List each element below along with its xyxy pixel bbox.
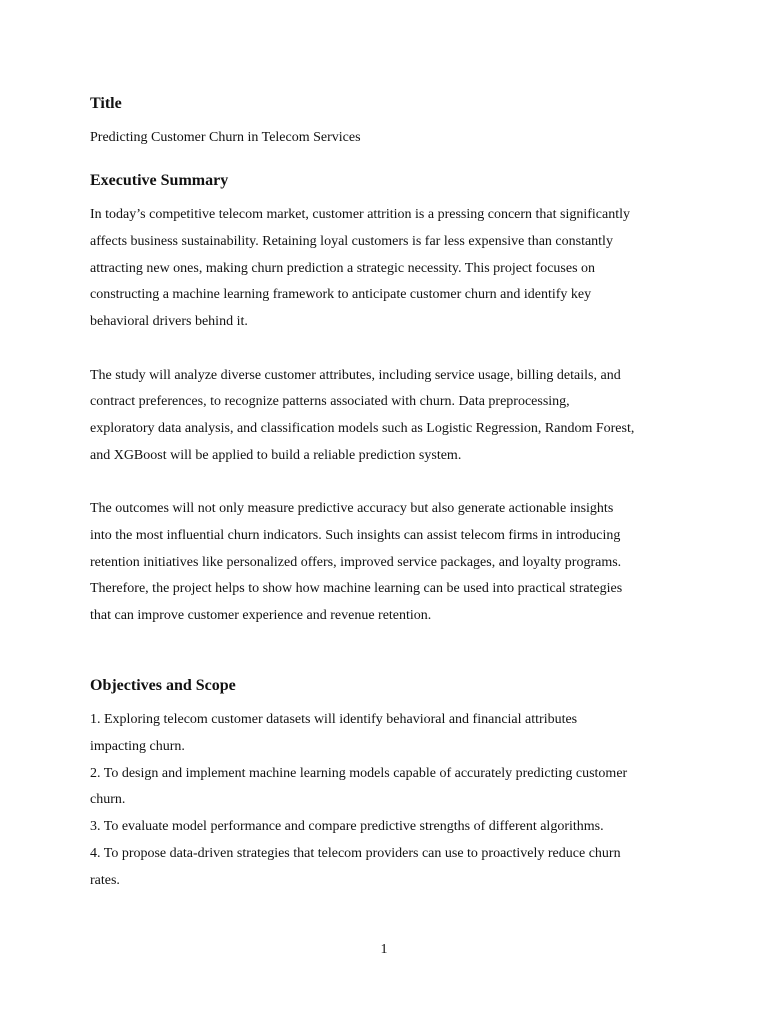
- objectives-heading: Objectives and Scope: [90, 677, 236, 694]
- text-line: In today’s competitive telecom market, customer attrition is a pressing concern that significantly: [90, 207, 631, 222]
- list-item-continuation: churn.: [90, 792, 126, 807]
- text-line: affects business sustainability. Retaining loyal customers is far less expensive than constantly: [90, 234, 613, 249]
- text-line: exploratory data analysis, and classification models such as Logistic Regression, Random Forest,: [90, 421, 635, 436]
- title-heading: Title: [90, 95, 122, 112]
- list-item: 1. Exploring telecom customer datasets will identify behavioral and financial attributes: [90, 712, 578, 727]
- text-line: that can improve customer experience and revenue retention.: [90, 608, 432, 623]
- text-line: Therefore, the project helps to show how machine learning can be used into practical strategies: [90, 581, 623, 596]
- text-line: behavioral drivers behind it.: [90, 314, 248, 329]
- list-item-continuation: impacting churn.: [90, 739, 185, 754]
- text-line: and XGBoost will be applied to build a reliable prediction system.: [90, 448, 462, 463]
- title-text: Predicting Customer Churn in Telecom Services: [90, 130, 361, 145]
- text-line: The study will analyze diverse customer attributes, including service usage, billing details, and: [90, 368, 621, 383]
- list-item: 2. To design and implement machine learning models capable of accurately predicting customer: [90, 766, 628, 781]
- text-line: retention initiatives like personalized offers, improved service packages, and loyalty programs.: [90, 555, 622, 570]
- list-item-continuation: rates.: [90, 873, 120, 888]
- text-line: contract preferences, to recognize patterns associated with churn. Data preprocessing,: [90, 394, 570, 409]
- text-line: constructing a machine learning framework to anticipate customer churn and identify key: [90, 287, 592, 302]
- page-number: 1: [380, 942, 388, 957]
- list-item: 4. To propose data-driven strategies that telecom providers can use to proactively reduce churn: [90, 846, 621, 861]
- text-line: into the most influential churn indicators. Such insights can assist telecom firms in introducing: [90, 528, 621, 543]
- executive-summary-heading: Executive Summary: [90, 172, 229, 189]
- text-line: attracting new ones, making churn prediction a strategic necessity. This project focuses on: [90, 261, 596, 276]
- text-line: The outcomes will not only measure predictive accuracy but also generate actionable insights: [90, 501, 614, 516]
- list-item: 3. To evaluate model performance and compare predictive strengths of different algorithms.: [90, 819, 604, 834]
